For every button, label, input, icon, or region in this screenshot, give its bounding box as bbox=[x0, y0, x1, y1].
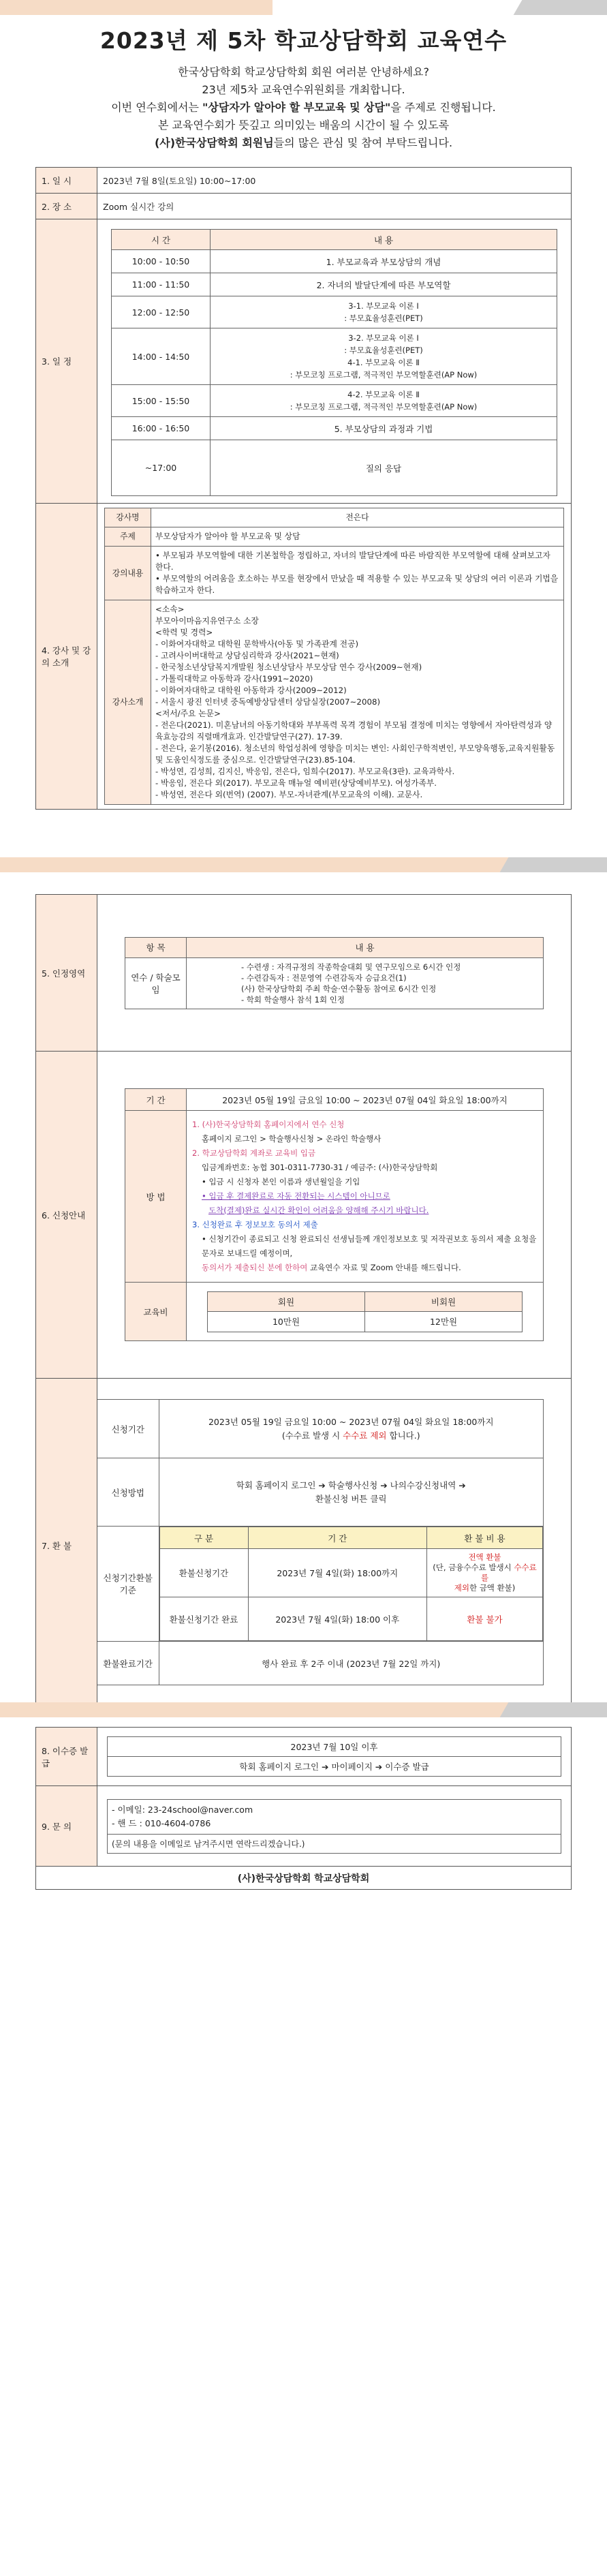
refund-table: 신청기간 2023년 05월 19일 금요일 10:00 ~ 2023년 07월 04일 화요일 18:00까지 (수수료 발생 시 수수료 제외 합니다.) 신청방법 학회 홈페이지 로그인 ➔ 학술행사신청 ➔ 나의수강신청내역 ➔ 환불신청 버튼 클릭 신청기간환불기준 구 분 기 간 환 불 비 용 환불신청기간 2023년 7월 4일(화) 18:00까지 전액 환불 (단, 금융수수료 발생시 수수료를 제외한 금액 환불) 환불신청기간 완료 2023년 7월 4일(화) 18:00 이후 환불 불가 환불완료기간 행사 완료 후 2주 이내 (2023년 7월 22일 까지) bbox=[97, 1399, 544, 1685]
refund-deadline: 행사 완료 후 2주 이내 (2023년 7월 22일 까지) bbox=[159, 1642, 544, 1685]
table-row: 15:00 - 15:50 4-2. 부모교육 이론 Ⅱ : 부모코칭 프로그램, 적극적인 부모역할훈련(AP Now) bbox=[112, 385, 557, 417]
topic-head: 주제 bbox=[105, 527, 151, 547]
refund-period: 2023년 05월 19일 금요일 10:00 ~ 2023년 07월 04일 화요일 18:00까지 bbox=[208, 1416, 494, 1427]
date-label: 1. 일 시 bbox=[36, 168, 97, 194]
issue-label: 8. 이수증 발급 bbox=[36, 1728, 97, 1786]
content-head: 강의내용 bbox=[105, 547, 151, 600]
list-item: <학력 및 경력> bbox=[155, 628, 213, 637]
section-stripe bbox=[0, 1702, 607, 1719]
content-item: • 부모역할의 어려움을 호소하는 부모를 현장에서 만났을 때 적용할 수 있는 부모교육 및 상담의 여러 이론과 기법을 학습하고자 한다. bbox=[155, 574, 559, 595]
cert-label: 5. 인정영역 bbox=[36, 895, 97, 1052]
list-item: 부모아이마음지유연구소 소장 bbox=[155, 616, 259, 626]
contact-label: 9. 문 의 bbox=[36, 1786, 97, 1867]
list-item: - 박성연, 김성희, 김지신, 박응임, 전은다, 임희수(2017). 부모교육(3판). 교육과학사. bbox=[155, 767, 455, 776]
cert-item: 연수 / 학술모임 bbox=[125, 957, 187, 1009]
footer-org: (사)한국상담학회 학교상담학회 bbox=[36, 1867, 572, 1890]
cert-table: 항 목 내 용 연수 / 학술모임 - 수련생 : 자격규정의 작종학술대회 및 연구모임으로 6시간 인정 - 수련감독자 : 전문영역 수련감독자 승급요건(1) (사) 한국상담학회 주최 학술·연수활동 참여로 6시간 인정 - 학회 학술행사 참석 1회 인정 bbox=[125, 937, 544, 1009]
intro-head: 강사소개 bbox=[105, 600, 151, 805]
notice-header bbox=[0, 16, 607, 160]
fee-member: 10만원 bbox=[208, 1311, 365, 1332]
apply-detail-table: 기 간 2023년 05월 19일 금요일 10:00 ~ 2023년 07월 04일 화요일 18:00까지 방 법 1. (사)한국상담학회 홈페이지에서 연수 신청 홈페이지 로그인 > 학술행사신청 > 온라인 학술행사 2. 학교상담학회 계좌로 교육비 입금 입금계좌번호: 농협 301-0311-7730-31 / 예금주: (사)한국상담학회 • 입금 시 신청자 본인 이름과 생년월일을 기입 • 입금 후 결제완료로 자동 전환되는 시스템이 아니므로 도착(결제)완료 실시간 확인이 어려움을 양해해 주시기 바랍니다. 3. 신청완료 후 정보보호 동의서 제출 • 신청기간이 종료되고 신청 완료되신 선생님들께 개인정보보호 및 저작권보호 동의서 제출 요청을 문자로 보내드릴 예정이며, 동의서가 제출되신 분에 한하여 교육연수 자료 및 Zoom 안내를 해드립니다. 교육비 회원 비회원 10만원 12만원 bbox=[125, 1088, 544, 1341]
apply-label: 6. 신청안내 bbox=[36, 1052, 97, 1379]
table-row: 11:00 - 11:50 2. 자녀의 발달단계에 따른 부모역할 bbox=[112, 273, 557, 296]
list-item: - 전은다, 윤기봉(2016). 청소년의 학업성취에 영향을 미치는 변인: 사회인구학적변인, 부모양육행동,교육지원활동 및 도움인식정도를 중심으로. 인간발달연구(23).85-104. bbox=[155, 743, 555, 765]
fee-nonmember: 12만원 bbox=[365, 1311, 523, 1332]
contact-table bbox=[35, 1727, 572, 1890]
table-row: 16:00 - 16:50 5. 부모상담의 과정과 기법 bbox=[112, 417, 557, 440]
greeting-line: 한국상담학회 학교상담학회 회원 여러분 안녕하세요? bbox=[178, 65, 429, 78]
schedule-table bbox=[111, 229, 557, 496]
list-item: - 전은다(2021). 미혼남녀의 아동기학대와 부부폭력 목격 경험이 부모됨 결정에 미치는 영향에서 자아탄력성과 양육효능감의 직렬매개효과. 인간발달연구(27). 17-39. bbox=[155, 720, 552, 741]
table-row: 14:00 - 14:50 3-2. 부모교육 이론 Ⅰ : 부모효율성훈련(PET) 4-1. 부모교육 이론 Ⅱ : 부모코칭 프로그램, 적극적인 부모역할훈련(AP Now) bbox=[112, 328, 557, 385]
page-title: 2023년 제 5차 학교상담학회 교육연수 bbox=[99, 27, 508, 54]
list-item: - 한국청소년상담복지개발원 청소년상담사 부모상담 연수 강사(2009~현재) bbox=[155, 662, 422, 672]
table-row: ~17:00 질의 응답 bbox=[112, 440, 557, 496]
list-item: - 박응임, 전은다 외(2017). 부모교육 매뉴얼 예비편(상당예비부모). 여성가족부. bbox=[155, 778, 437, 788]
request-line: (사)한국상담학회 회원님들의 많은 관심 및 참여 부탁드립니다. bbox=[154, 136, 453, 149]
table-row: 10:00 - 10:50 1. 부모교육과 부모상담의 개념 bbox=[112, 250, 557, 273]
list-item: - 이화여자대학교 대학원 문학박사(아동 및 가족관계 전공) bbox=[155, 639, 359, 649]
table-row: 환불신청기간 2023년 7월 4일(화) 18:00까지 전액 환불 (단, 금융수수료 발생시 수수료를 제외한 금액 환불) bbox=[159, 1549, 543, 1597]
topic-value: 부모상담자가 알아야 할 부모교육 및 상담 bbox=[151, 527, 564, 547]
lecturer-head: 강사명 bbox=[105, 508, 151, 527]
schedule-head-content: 내 용 bbox=[211, 230, 557, 250]
list-item: <소속> bbox=[155, 604, 185, 614]
contact-note: (문의 내용을 이메일로 남겨주시면 연락드리겠습니다.) bbox=[108, 1834, 561, 1853]
top-stripe bbox=[0, 0, 607, 16]
list-item: - 서울시 광진 인터넷 중독예방상담센터 상담실장(2007~2008) bbox=[155, 697, 381, 707]
content-item: • 부모됨과 부모역할에 대한 기본철학을 정립하고, 자녀의 발달단계에 따른 바람직한 부모역할에 대해 살펴보고자 한다. bbox=[155, 551, 550, 572]
issue-path: 학회 홈페이지 로그인 ➔ 마이페이지 ➔ 이수증 발급 bbox=[108, 1757, 561, 1777]
lecture-label: 4. 강사 및 강의 소개 bbox=[36, 504, 97, 810]
place-label: 2. 장 소 bbox=[36, 194, 97, 219]
place-value: Zoom 실시간 강의 bbox=[97, 194, 572, 219]
refund-label: 7. 환 불 bbox=[36, 1379, 97, 1713]
schedule-head-time: 시 간 bbox=[112, 230, 211, 250]
method-step-1: 1. (사)한국상담학회 홈페이지에서 연수 신청 bbox=[192, 1120, 345, 1129]
contact-phone: - 핸 드 : 010-4604-0786 bbox=[112, 1818, 211, 1828]
schedule-label: 3. 일 정 bbox=[36, 219, 97, 504]
info-table bbox=[35, 167, 572, 810]
list-item: - 박성연, 전은다 외(번역) (2007). 부모-자녀관계(부모교육의 이해). 교문사. bbox=[155, 790, 423, 799]
intro-line: 23년 제5차 교육연수위원회를 개최합니다. bbox=[202, 83, 405, 96]
apply-period: 2023년 05월 19일 금요일 10:00 ~ 2023년 07월 04일 화요일 18:00까지 bbox=[187, 1089, 544, 1111]
list-item: - 가톨릭대학교 아동학과 강사(1991~2020) bbox=[155, 674, 313, 684]
bank-account: 입금계좌번호: 농협 301-0311-7730-31 / 예금주: (사)한국상담학회 bbox=[202, 1163, 438, 1172]
list-item: - 고려사이버대학교 상담심리학과 강사(2021~현재) bbox=[155, 651, 339, 660]
wish-line: 본 교육연수회가 뜻깊고 의미있는 배움의 시간이 될 수 있도록 bbox=[157, 119, 450, 132]
method-step-2: 2. 학교상담학회 계좌로 교육비 입금 bbox=[192, 1148, 316, 1158]
apply-table bbox=[35, 894, 572, 1713]
table-row: 환불신청기간 완료 2023년 7월 4일(화) 18:00 이후 환불 불가 bbox=[159, 1597, 543, 1641]
refund-standard-table: 구 분 기 간 환 불 비 용 환불신청기간 2023년 7월 4일(화) 18:00까지 전액 환불 (단, 금융수수료 발생시 수수료를 제외한 금액 환불) 환불신청기간 완료 2023년 7월 4일(화) 18:00 이후 환불 불가 bbox=[159, 1527, 544, 1641]
section-stripe bbox=[0, 857, 607, 874]
method-step-3: 3. 신청완료 후 정보보호 동의서 제출 bbox=[192, 1220, 318, 1229]
fee-table: 회원 비회원 10만원 12만원 bbox=[207, 1291, 523, 1332]
list-item: - 이화여자대학교 대학원 아동학과 강사(2009~2012) bbox=[155, 686, 347, 695]
date-value: 2023년 7월 8일(토요일) 10:00~17:00 bbox=[97, 168, 572, 194]
lecture-table bbox=[104, 508, 564, 805]
intro-list bbox=[151, 600, 564, 805]
contact-email: - 이메일: 23-24school@naver.com bbox=[112, 1804, 253, 1815]
list-item: <저서/주요 논문> bbox=[155, 709, 221, 718]
issue-date: 2023년 7월 10일 이후 bbox=[108, 1737, 561, 1757]
lecturer-name: 전은다 bbox=[151, 508, 564, 527]
table-row: 12:00 - 12:50 3-1. 부모교육 이론 Ⅰ : 부모효율성훈련(PET) bbox=[112, 296, 557, 328]
theme-line: 이번 연수회에서는 "상담자가 알아야 할 부모교육 및 상담"을 주제로 진행됩니다. bbox=[111, 101, 496, 114]
